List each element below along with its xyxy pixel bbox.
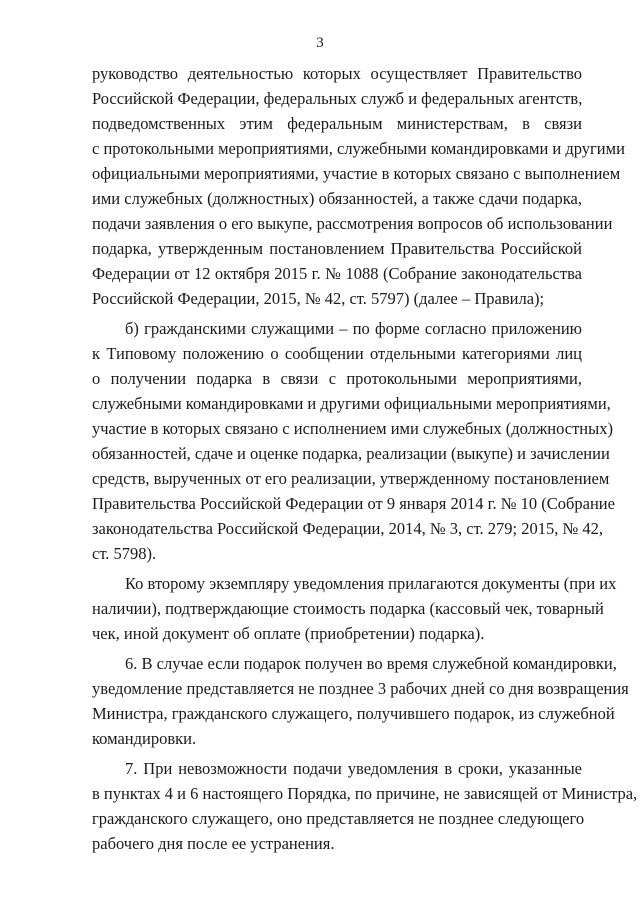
document-body: [92, 61, 638, 856]
text-line: Федерации от 12 октября 2015 г. № 1088 (Собрание законодательства: [92, 264, 582, 283]
text-line: Министра, гражданского служащего, получившего подарок, из служебной: [92, 704, 615, 723]
text-line: Ко второму экземпляру уведомления прилагаются документы (при их: [125, 574, 617, 593]
text-line: наличии), подтверждающие стоимость подарка (кассовый чек, товарный: [92, 599, 604, 618]
text-line: подарка, утвержденным постановлением Правительства Российской: [92, 239, 582, 258]
paragraph: [92, 316, 615, 566]
text-line: 6. В случае если подарок получен во время служебной командировки,: [125, 654, 617, 673]
text-line: служебными командировками и другими официальными мероприятиями,: [92, 394, 611, 413]
text-line: законодательства Российской Федерации, 2014, № 3, ст. 279; 2015, № 42,: [92, 519, 603, 538]
text-line: ими служебных (должностных) обязанностей, а также сдачи подарка,: [92, 189, 582, 208]
text-line: б) гражданскими служащими – по форме согласно приложению: [125, 319, 582, 338]
text-line: Российской Федерации, 2015, № 42, ст. 5797) (далее – Правила);: [92, 289, 545, 308]
paragraph: [92, 61, 625, 311]
text-line: Правительства Российской Федерации от 9 января 2014 г. № 10 (Собрание: [92, 494, 615, 513]
text-line: командировки.: [92, 729, 197, 748]
text-line: в пунктах 4 и 6 настоящего Порядка, по причине, не зависящей от Министра,: [92, 784, 638, 803]
paragraph: [92, 756, 638, 856]
text-line: уведомление представляется не позднее 3 рабочих дней со дня возвращения: [92, 679, 629, 698]
text-line: участие в которых связано с исполнением ими служебных (должностных): [92, 419, 613, 438]
text-line: руководство деятельностью которых осуществляет Правительство: [92, 64, 582, 83]
text-line: ст. 5798).: [92, 544, 157, 563]
text-line: к Типовому положению о сообщении отдельными категориями лиц: [92, 344, 582, 363]
text-line: подачи заявления о его выкупе, рассмотрения вопросов об использовании: [92, 214, 613, 233]
paragraph: [92, 651, 629, 751]
paragraph: [92, 571, 617, 646]
text-line: официальными мероприятиями, участие в которых связано с выполнением: [92, 164, 621, 183]
text-line: с протокольными мероприятиями, служебными командировками и другими: [92, 139, 625, 158]
page-number: 3: [316, 35, 324, 51]
text-line: гражданского служащего, оно представляется не позднее следующего: [92, 809, 585, 828]
text-line: 7. При невозможности подачи уведомления в сроки, указанные: [125, 759, 582, 778]
text-line: чек, иной документ об оплате (приобретении) подарка).: [92, 624, 485, 643]
text-line: о получении подарка в связи с протокольными мероприятиями,: [92, 369, 582, 388]
text-line: подведомственных этим федеральным министерствам, в связи: [92, 114, 582, 133]
text-line: рабочего дня после ее устранения.: [92, 834, 335, 853]
text-line: обязанностей, сдаче и оценке подарка, реализации (выкупе) и зачислении: [92, 444, 610, 463]
text-line: средств, вырученных от его реализации, утвержденному постановлением: [92, 469, 610, 488]
text-line: Российской Федерации, федеральных служб и федеральных агентств,: [92, 89, 583, 108]
